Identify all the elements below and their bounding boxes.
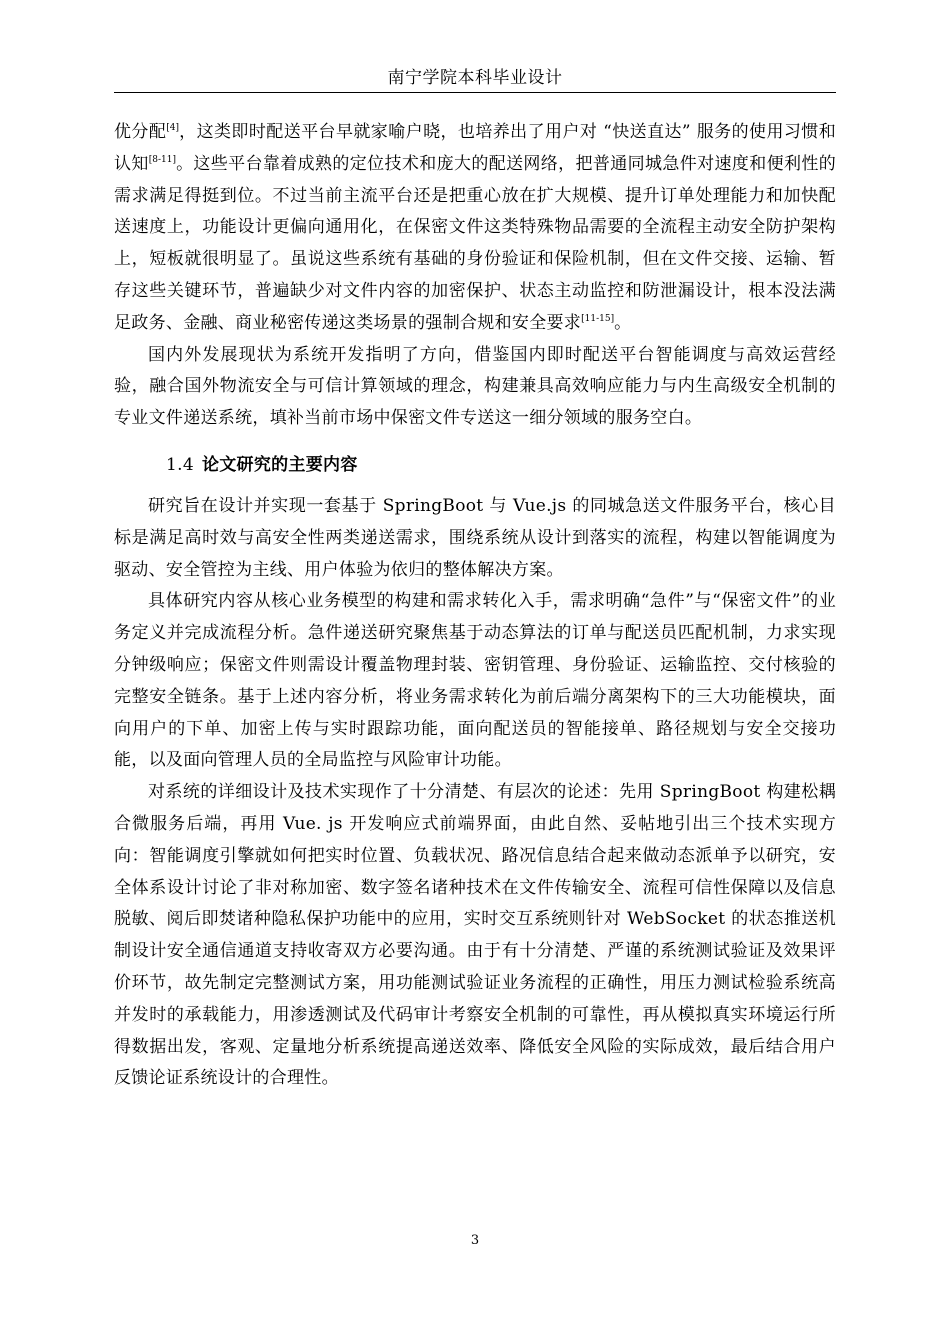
paragraph	[114, 491, 836, 586]
section-heading	[114, 447, 836, 483]
paragraph	[114, 586, 836, 777]
body-text	[114, 117, 836, 1095]
text-run: 。	[614, 312, 632, 333]
paragraph	[114, 340, 836, 435]
text-run: 。这些平台靠着成熟的定位技术和庞大的配送网络，把普通同城急件对速度和便利性的需求满足得挺到位。不过当前主流平台还是把重心放在扩大规模、提升订单处理能力和加快配送速度上，功能设计更偏向通用化，在保密文件这类特殊物品需要的全流程主动安全防护架构上，短板就很明显了。虽说这些系统有基础的身份验证和保险机制，但在文件交接、运输、暂存这些关键环节，普遍缺少对文件内容的加密保护、状态主动监控和防泄漏设计，根本没法满足政务、金融、商业秘密传递这类场景的强制合规和安全要求	[114, 153, 836, 333]
citation: [11-15]	[581, 313, 615, 324]
page-number: 3	[470, 1233, 480, 1248]
header-rule	[114, 92, 836, 93]
paragraph	[114, 117, 836, 340]
text-run: 国内外发展现状为系统开发指明了方向，借鉴国内即时配送平台智能调度与高效运营经验，融合国外物流安全与可信计算领域的理念，构建兼具高效响应能力与内生高级安全机制的专业文件递送系统，填补当前市场中保密文件专送这一细分领域的服务空白。	[114, 344, 836, 429]
text-run: 优分配	[114, 122, 167, 142]
running-header: 南宁学院本科毕业设计	[387, 68, 563, 88]
section-number: 1.4	[166, 454, 194, 475]
text-run: 对系统的详细设计及技术实现作了十分清楚、有层次的论述：先用 SpringBoot 构建松耦合微服务后端，再用 Vue. js 开发响应式前端界面，由此自然、妥帖地引出三个技术实现方向：智能调度引擎就如何把实时位置、负载状况、路况信息结合起来做动态派单予以研究，安全体系设计讨论了非对称加密、数字签名诸种技术在文件传输安全、流程可信性保障以及信息脱敏、阅后即焚诸种隐私保护功能中的应用，实时交互系统则针对 WebSocket 的状态推送机制设计安全通信通道支持收寄双方必要沟通。由于有十分清楚、严谨的系统测试验证及效果评价环节，故先制定完整测试方案，用功能测试验证业务流程的正确性，用压力测试检验系统高并发时的承载能力，用渗透测试及代码审计考察安全机制的可靠性，再从模拟真实环境运行所得数据出发，客观、定量地分析系统提高递送效率、降低安全风险的实际成效，最后结合用户反馈论证系统设计的合理性。	[114, 782, 836, 1089]
text-run: 研究旨在设计并实现一套基于 SpringBoot 与 Vue.js 的同城急送文件服务平台，核心目标是满足高时效与高安全性两类递送需求，围绕系统从设计到落实的流程，构建以智能调度为驱动、安全管控为主线、用户体验为依归的整体解决方案。	[114, 495, 836, 580]
paragraph	[114, 777, 836, 1095]
text-run: 具体研究内容从核心业务模型的构建和需求转化入手，需求明确“急件”与“保密文件”的业务定义并完成流程分析。急件递送研究聚焦基于动态算法的订单与配送员匹配机制，力求实现分钟级响应；保密文件则需设计覆盖物理封装、密钥管理、身份验证、运输监控、交付核验的完整安全链条。基于上述内容分析，将业务需求转化为前后端分离架构下的三大功能模块，面向用户的下单、加密上传与实时跟踪功能，面向配送员的智能接单、路径规划与安全交接功能，以及面向管理人员的全局监控与风险审计功能。	[114, 591, 836, 771]
citation: [8-11]	[148, 154, 176, 165]
section-title: 论文研究的主要内容	[201, 454, 358, 475]
text-run: ，这类即时配送平台早就家喻户晓，也培养出了用户对 “快送直达” 服务的使用习惯和认知	[114, 122, 837, 174]
citation: [4]	[166, 123, 180, 133]
